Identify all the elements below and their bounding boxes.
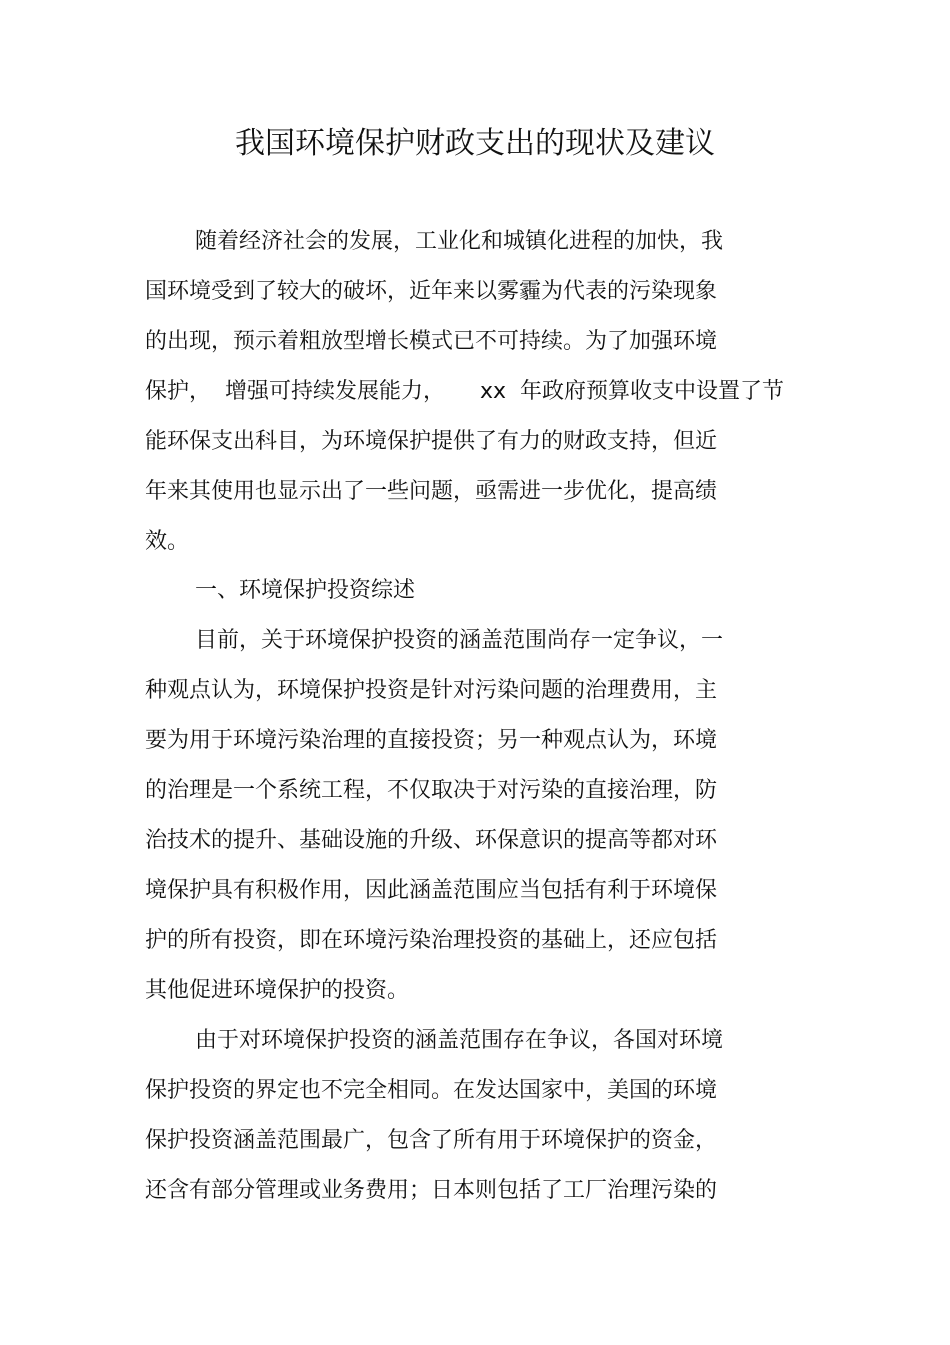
paragraph-line: 保护投资涵盖范围最广，包含了所有用于环境保护的资金， [145, 1128, 718, 1153]
paragraph-line: 要为用于环境污染治理的直接投资；另一种观点认为，环境 [145, 728, 718, 753]
paragraph-line: 国环境受到了较大的破坏，近年来以雾霾为代表的污染现象 [145, 279, 718, 304]
paragraph-line: 还含有部分管理或业务费用；日本则包括了工厂治理污染的 [145, 1178, 718, 1203]
paragraph-line: 保护， 增强可持续发展能力， xx 年政府预算收支中设置了节 [145, 379, 784, 404]
paragraph-line: 由于对环境保护投资的涵盖范围存在争议，各国对环境 [195, 1028, 724, 1053]
paragraph-line: 其他促进环境保护的投资。 [145, 978, 410, 1003]
paragraph-line: 随着经济社会的发展，工业化和城镇化进程的加快，我 [195, 229, 724, 254]
paragraph-line: 境保护具有积极作用，因此涵盖范围应当包括有利于环境保 [145, 878, 718, 903]
paragraph-line: 的出现，预示着粗放型增长模式已不可持续。为了加强环境 [145, 329, 718, 354]
paragraph-line: 种观点认为，环境保护投资是针对污染问题的治理费用，主 [145, 678, 718, 703]
paragraph-line: 能环保支出科目，为环境保护提供了有力的财政支持，但近 [145, 429, 718, 454]
section-heading: 一、环境保护投资综述 [195, 578, 416, 603]
paragraph-line: 效。 [145, 529, 190, 554]
paragraph-line: 治技术的提升、基础设施的升级、环保意识的提高等都对环 [145, 828, 718, 853]
paragraph-line: 护的所有投资，即在环境污染治理投资的基础上，还应包括 [145, 928, 718, 953]
paragraph-line: 保护投资的界定也不完全相同。在发达国家中，美国的环境 [145, 1078, 718, 1103]
document-title: 我国环境保护财政支出的现状及建议 [235, 126, 715, 161]
paragraph-line: 目前，关于环境保护投资的涵盖范围尚存一定争议，一 [195, 628, 724, 653]
paragraph-line: 年来其使用也显示出了一些问题，亟需进一步优化，提高绩 [145, 479, 718, 504]
paragraph-line: 的治理是一个系统工程，不仅取决于对污染的直接治理，防 [145, 778, 718, 803]
